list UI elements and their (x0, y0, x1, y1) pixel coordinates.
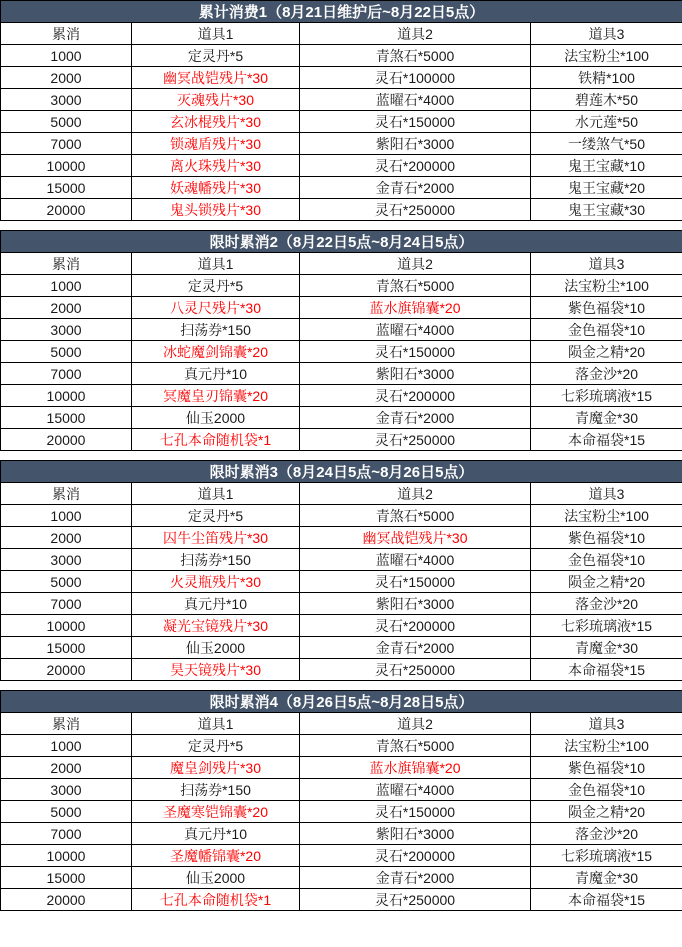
cell-item3: 铁精*100 (531, 67, 682, 89)
cell-consume: 1000 (1, 735, 132, 757)
table-row (1, 341, 682, 363)
cell-consume: 20000 (1, 659, 132, 681)
cell-consume: 15000 (1, 177, 132, 199)
column-header-row (1, 23, 682, 45)
cell-item1: 八灵尺残片*30 (132, 297, 300, 319)
cell-item3: 法宝粉尘*100 (531, 275, 682, 297)
cell-item1: 七孔本命随机袋*1 (132, 889, 300, 911)
cell-item3: 法宝粉尘*100 (531, 735, 682, 757)
table-row (1, 199, 682, 221)
cell-consume: 7000 (1, 593, 132, 615)
cell-item3: 七彩琉璃液*15 (531, 845, 682, 867)
cell-item3: 法宝粉尘*100 (531, 505, 682, 527)
cell-item1: 锁魂盾残片*30 (132, 133, 300, 155)
table-row (1, 385, 682, 407)
cell-consume: 10000 (1, 385, 132, 407)
cell-consume: 5000 (1, 341, 132, 363)
cell-item2: 蓝曜石*4000 (300, 319, 531, 341)
column-header-item1: 道具1 (132, 483, 300, 505)
cell-consume: 7000 (1, 363, 132, 385)
cell-item2: 灵石*250000 (300, 889, 531, 911)
cell-item1: 鬼头锁残片*30 (132, 199, 300, 221)
cell-item1: 仙玉2000 (132, 867, 300, 889)
cell-item3: 金色福袋*10 (531, 319, 682, 341)
table-row (1, 429, 682, 451)
table-row (1, 155, 682, 177)
reward-table-1 (0, 0, 682, 221)
cell-item3: 紫色福袋*10 (531, 757, 682, 779)
cell-item2: 青煞石*5000 (300, 505, 531, 527)
column-header-item1: 道具1 (132, 713, 300, 735)
cell-item1: 七孔本命随机袋*1 (132, 429, 300, 451)
cell-consume: 15000 (1, 637, 132, 659)
table-title-row (1, 1, 682, 23)
cell-item3: 青魔金*30 (531, 867, 682, 889)
cell-item2: 金青石*2000 (300, 177, 531, 199)
cell-item2: 青煞石*5000 (300, 735, 531, 757)
cell-item3: 陨金之精*20 (531, 801, 682, 823)
cell-item1: 定灵丹*5 (132, 275, 300, 297)
cell-item2: 金青石*2000 (300, 407, 531, 429)
table-row (1, 659, 682, 681)
cell-item2: 金青石*2000 (300, 867, 531, 889)
table-row (1, 549, 682, 571)
table-row (1, 407, 682, 429)
cell-consume: 1000 (1, 45, 132, 67)
cell-item2: 紫阳石*3000 (300, 593, 531, 615)
column-header-item2: 道具2 (300, 23, 531, 45)
cell-item3: 一缕煞气*50 (531, 133, 682, 155)
cell-item2: 灵石*200000 (300, 155, 531, 177)
cell-item2: 紫阳石*3000 (300, 133, 531, 155)
cell-item1: 火灵瓶残片*30 (132, 571, 300, 593)
cell-consume: 1000 (1, 275, 132, 297)
table-row (1, 45, 682, 67)
cell-consume: 7000 (1, 823, 132, 845)
cell-item2: 灵石*200000 (300, 385, 531, 407)
column-header-item1: 道具1 (132, 253, 300, 275)
table-title: 限时累消3（8月24日5点~8月26日5点） (1, 461, 682, 483)
cell-item1: 圣魔寒铠锦囊*20 (132, 801, 300, 823)
cell-item3: 紫色福袋*10 (531, 297, 682, 319)
table-row (1, 757, 682, 779)
cell-item3: 青魔金*30 (531, 637, 682, 659)
cell-item2: 灵石*150000 (300, 341, 531, 363)
cell-consume: 20000 (1, 889, 132, 911)
table-row (1, 845, 682, 867)
cell-consume: 3000 (1, 319, 132, 341)
cell-consume: 7000 (1, 133, 132, 155)
cell-consume: 3000 (1, 549, 132, 571)
table-row (1, 779, 682, 801)
column-header-row (1, 713, 682, 735)
cell-item3: 七彩琉璃液*15 (531, 615, 682, 637)
cell-item1: 灭魂残片*30 (132, 89, 300, 111)
cell-item3: 碧莲木*50 (531, 89, 682, 111)
cell-item3: 鬼王宝藏*10 (531, 155, 682, 177)
cell-item1: 真元丹*10 (132, 363, 300, 385)
cell-consume: 15000 (1, 867, 132, 889)
cell-consume: 2000 (1, 67, 132, 89)
column-header-item3: 道具3 (531, 713, 682, 735)
table-row (1, 867, 682, 889)
table-row (1, 801, 682, 823)
table-title: 限时累消2（8月22日5点~8月24日5点） (1, 231, 682, 253)
cell-item2: 灵石*150000 (300, 801, 531, 823)
table-row (1, 571, 682, 593)
column-header-item2: 道具2 (300, 713, 531, 735)
cell-item2: 灵石*200000 (300, 845, 531, 867)
reward-table-4 (0, 690, 682, 911)
cell-item1: 仙玉2000 (132, 637, 300, 659)
cell-item2: 灵石*250000 (300, 199, 531, 221)
cell-item1: 定灵丹*5 (132, 505, 300, 527)
cell-consume: 15000 (1, 407, 132, 429)
cell-item3: 陨金之精*20 (531, 571, 682, 593)
table-row (1, 637, 682, 659)
cell-item2: 青煞石*5000 (300, 275, 531, 297)
cell-consume: 10000 (1, 155, 132, 177)
cell-item1: 囚牛尘笛残片*30 (132, 527, 300, 549)
cell-item1: 仙玉2000 (132, 407, 300, 429)
table-row (1, 177, 682, 199)
table-row (1, 527, 682, 549)
table-row (1, 319, 682, 341)
cell-item2: 蓝曜石*4000 (300, 779, 531, 801)
column-header-row (1, 253, 682, 275)
cell-item1: 玄冰棍残片*30 (132, 111, 300, 133)
column-header-item3: 道具3 (531, 483, 682, 505)
table-row (1, 363, 682, 385)
cell-item1: 凝光宝镜残片*30 (132, 615, 300, 637)
cell-consume: 2000 (1, 527, 132, 549)
column-header-row (1, 483, 682, 505)
cell-consume: 10000 (1, 615, 132, 637)
cell-item1: 扫荡券*150 (132, 319, 300, 341)
cell-item1: 冰蛇魔剑锦囊*20 (132, 341, 300, 363)
table-row (1, 615, 682, 637)
table-row (1, 67, 682, 89)
cell-item3: 鬼王宝藏*30 (531, 199, 682, 221)
column-header-item2: 道具2 (300, 483, 531, 505)
cell-item2: 青煞石*5000 (300, 45, 531, 67)
table-row (1, 275, 682, 297)
cell-item1: 冥魔皇刃锦囊*20 (132, 385, 300, 407)
table-row (1, 823, 682, 845)
cell-consume: 2000 (1, 297, 132, 319)
cell-item1: 幽冥战铠残片*30 (132, 67, 300, 89)
cell-item1: 魔皇剑残片*30 (132, 757, 300, 779)
cell-item1: 妖魂幡残片*30 (132, 177, 300, 199)
table-row (1, 593, 682, 615)
column-header-consume: 累消 (1, 23, 132, 45)
column-header-consume: 累消 (1, 713, 132, 735)
cell-item3: 本命福袋*15 (531, 889, 682, 911)
cell-consume: 2000 (1, 757, 132, 779)
cell-item2: 灵石*150000 (300, 571, 531, 593)
column-header-consume: 累消 (1, 253, 132, 275)
cell-item3: 七彩琉璃液*15 (531, 385, 682, 407)
cell-consume: 3000 (1, 89, 132, 111)
cell-item1: 扫荡券*150 (132, 549, 300, 571)
cell-item2: 幽冥战铠残片*30 (300, 527, 531, 549)
cell-item2: 蓝水旗锦囊*20 (300, 757, 531, 779)
cell-consume: 20000 (1, 429, 132, 451)
cell-item2: 灵石*200000 (300, 615, 531, 637)
table-title: 限时累消4（8月26日5点~8月28日5点） (1, 691, 682, 713)
table-row (1, 889, 682, 911)
column-header-item3: 道具3 (531, 23, 682, 45)
reward-table-3 (0, 460, 682, 681)
table-title-row (1, 691, 682, 713)
table-row (1, 297, 682, 319)
table-title-row (1, 461, 682, 483)
cell-item3: 本命福袋*15 (531, 429, 682, 451)
cell-item1: 真元丹*10 (132, 593, 300, 615)
cell-item2: 金青石*2000 (300, 637, 531, 659)
cell-item3: 本命福袋*15 (531, 659, 682, 681)
table-row (1, 89, 682, 111)
cell-item3: 金色福袋*10 (531, 549, 682, 571)
cell-consume: 3000 (1, 779, 132, 801)
column-header-item3: 道具3 (531, 253, 682, 275)
cell-item1: 昊天镜残片*30 (132, 659, 300, 681)
cell-item3: 落金沙*20 (531, 593, 682, 615)
cell-item1: 扫荡券*150 (132, 779, 300, 801)
cell-item3: 金色福袋*10 (531, 779, 682, 801)
reward-table-2 (0, 230, 682, 451)
table-title: 累计消费1（8月21日维护后~8月22日5点） (1, 1, 682, 23)
cell-item1: 定灵丹*5 (132, 45, 300, 67)
column-header-item2: 道具2 (300, 253, 531, 275)
cell-consume: 10000 (1, 845, 132, 867)
cell-consume: 5000 (1, 571, 132, 593)
table-row (1, 735, 682, 757)
cell-item2: 紫阳石*3000 (300, 823, 531, 845)
table-title-row (1, 231, 682, 253)
cell-item3: 落金沙*20 (531, 363, 682, 385)
cell-item3: 鬼王宝藏*20 (531, 177, 682, 199)
table-row (1, 505, 682, 527)
cell-item1: 定灵丹*5 (132, 735, 300, 757)
cell-consume: 1000 (1, 505, 132, 527)
column-header-item1: 道具1 (132, 23, 300, 45)
cell-item2: 灵石*250000 (300, 429, 531, 451)
cell-item1: 离火珠残片*30 (132, 155, 300, 177)
cell-item3: 青魔金*30 (531, 407, 682, 429)
cell-item2: 紫阳石*3000 (300, 363, 531, 385)
cell-consume: 5000 (1, 111, 132, 133)
cell-item2: 蓝水旗锦囊*20 (300, 297, 531, 319)
cell-item1: 真元丹*10 (132, 823, 300, 845)
cell-item3: 紫色福袋*10 (531, 527, 682, 549)
cell-item2: 蓝曜石*4000 (300, 549, 531, 571)
cell-item3: 水元莲*50 (531, 111, 682, 133)
cell-item3: 法宝粉尘*100 (531, 45, 682, 67)
cell-item2: 灵石*250000 (300, 659, 531, 681)
column-header-consume: 累消 (1, 483, 132, 505)
cell-item1: 圣魔幡锦囊*20 (132, 845, 300, 867)
cell-consume: 5000 (1, 801, 132, 823)
cell-item2: 灵石*150000 (300, 111, 531, 133)
cell-item2: 灵石*100000 (300, 67, 531, 89)
table-row (1, 111, 682, 133)
cell-item3: 落金沙*20 (531, 823, 682, 845)
cell-item2: 蓝曜石*4000 (300, 89, 531, 111)
cell-item3: 陨金之精*20 (531, 341, 682, 363)
table-row (1, 133, 682, 155)
cell-consume: 20000 (1, 199, 132, 221)
